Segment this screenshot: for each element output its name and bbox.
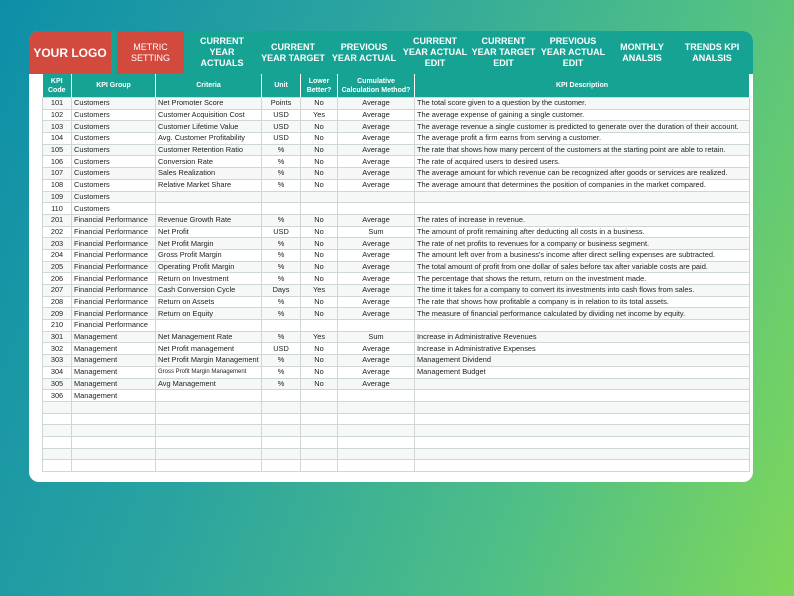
description-cell[interactable] (415, 203, 750, 215)
calc-method-cell[interactable]: Average (338, 98, 415, 110)
kpi-group-cell[interactable]: Customers (72, 156, 156, 168)
description-cell[interactable]: The total score given to a question by the customer. (415, 98, 750, 110)
tab-current-year-target[interactable]: CURRENT YEAR TARGET (261, 41, 325, 63)
empty-cell[interactable] (301, 436, 338, 448)
description-cell[interactable]: The rate of net profits to revenues for a company or business segment. (415, 238, 750, 250)
empty-row[interactable] (43, 448, 750, 460)
empty-cell[interactable] (156, 460, 262, 472)
unit-cell[interactable]: % (262, 249, 301, 261)
empty-cell[interactable] (415, 436, 750, 448)
criteria-cell[interactable]: Avg Management (156, 378, 262, 390)
kpi-group-cell[interactable]: Customers (72, 133, 156, 145)
table-row[interactable] (43, 191, 750, 203)
lower-better-cell[interactable]: Yes (301, 285, 338, 297)
lower-better-cell[interactable]: Yes (301, 109, 338, 121)
col-kpi-description: KPI Description (415, 74, 750, 98)
kpi-table-container (42, 74, 749, 472)
criteria-cell[interactable]: Relative Market Share (156, 179, 262, 191)
table-row[interactable] (43, 144, 750, 156)
empty-cell[interactable] (338, 460, 415, 472)
kpi-code-cell[interactable]: 107 (43, 168, 72, 180)
unit-cell[interactable]: % (262, 366, 301, 378)
empty-cell[interactable] (156, 401, 262, 413)
table-row[interactable] (43, 355, 750, 367)
criteria-cell[interactable]: Conversion Rate (156, 156, 262, 168)
empty-cell[interactable] (43, 425, 72, 437)
unit-cell[interactable]: % (262, 355, 301, 367)
criteria-cell[interactable]: Sales Realization (156, 168, 262, 180)
kpi-code-cell[interactable]: 102 (43, 109, 72, 121)
kpi-code-cell[interactable]: 206 (43, 273, 72, 285)
kpi-code-cell[interactable]: 105 (43, 144, 72, 156)
unit-cell[interactable]: USD (262, 343, 301, 355)
empty-cell[interactable] (43, 448, 72, 460)
lower-better-cell[interactable]: No (301, 366, 338, 378)
calc-method-cell[interactable] (338, 191, 415, 203)
unit-cell[interactable]: % (262, 273, 301, 285)
lower-better-cell[interactable]: No (301, 238, 338, 250)
nav-bar (29, 31, 753, 74)
criteria-cell[interactable]: Customer Acquisition Cost (156, 109, 262, 121)
kpi-code-cell[interactable]: 204 (43, 249, 72, 261)
criteria-cell[interactable]: Net Profit management (156, 343, 262, 355)
main-card (29, 31, 753, 482)
kpi-group-cell[interactable]: Financial Performance (72, 285, 156, 297)
kpi-code-cell[interactable]: 205 (43, 261, 72, 273)
empty-row[interactable] (43, 413, 750, 425)
calc-method-cell[interactable]: Average (338, 308, 415, 320)
table-row[interactable] (43, 98, 750, 110)
lower-better-cell[interactable]: No (301, 179, 338, 191)
kpi-group-cell[interactable]: Customers (72, 121, 156, 133)
table-row[interactable] (43, 273, 750, 285)
kpi-group-cell[interactable]: Management (72, 390, 156, 402)
unit-cell[interactable] (262, 390, 301, 402)
calc-method-cell[interactable]: Average (338, 366, 415, 378)
table-row[interactable] (43, 285, 750, 297)
calc-method-cell[interactable]: Average (338, 156, 415, 168)
table-row[interactable] (43, 203, 750, 215)
empty-cell[interactable] (156, 425, 262, 437)
unit-cell[interactable]: Points (262, 98, 301, 110)
calc-method-cell[interactable]: Average (338, 378, 415, 390)
table-body (43, 98, 750, 472)
kpi-code-cell[interactable]: 208 (43, 296, 72, 308)
empty-cell[interactable] (301, 401, 338, 413)
kpi-code-cell[interactable]: 104 (43, 133, 72, 145)
table-row[interactable] (43, 296, 750, 308)
empty-cell[interactable] (415, 448, 750, 460)
criteria-cell[interactable]: Net Management Rate (156, 331, 262, 343)
kpi-code-cell[interactable]: 209 (43, 308, 72, 320)
empty-cell[interactable] (262, 401, 301, 413)
description-cell[interactable]: The rate of acquired users to desired users. (415, 156, 750, 168)
table-row[interactable] (43, 249, 750, 261)
criteria-cell[interactable] (156, 320, 262, 332)
lower-better-cell[interactable] (301, 390, 338, 402)
lower-better-cell[interactable] (301, 191, 338, 203)
kpi-group-cell[interactable]: Customers (72, 179, 156, 191)
kpi-group-cell[interactable]: Customers (72, 98, 156, 110)
empty-cell[interactable] (43, 460, 72, 472)
kpi-code-cell[interactable]: 302 (43, 343, 72, 355)
empty-cell[interactable] (156, 436, 262, 448)
col-criteria: Criteria (156, 74, 262, 98)
table-row[interactable] (43, 156, 750, 168)
empty-cell[interactable] (301, 460, 338, 472)
unit-cell[interactable]: USD (262, 121, 301, 133)
description-cell[interactable]: The average profit a firm earns from serving a customer. (415, 133, 750, 145)
kpi-group-cell[interactable]: Management (72, 355, 156, 367)
empty-cell[interactable] (72, 460, 156, 472)
empty-cell[interactable] (262, 436, 301, 448)
table-row[interactable] (43, 168, 750, 180)
calc-method-cell[interactable]: Average (338, 109, 415, 121)
lower-better-cell[interactable]: Yes (301, 331, 338, 343)
empty-cell[interactable] (72, 436, 156, 448)
empty-cell[interactable] (262, 460, 301, 472)
tab-previous-year-actual[interactable]: PREVIOUS YEAR ACTUAL (331, 41, 397, 63)
tab-metric-setting[interactable]: METRIC SETTING (117, 31, 184, 74)
description-cell[interactable] (415, 390, 750, 402)
col-kpi-group: KPI Group (72, 74, 156, 98)
table-row[interactable] (43, 226, 750, 238)
criteria-cell[interactable]: Net Profit Margin Management (156, 355, 262, 367)
description-cell[interactable]: Management Dividend (415, 355, 750, 367)
kpi-code-cell[interactable]: 303 (43, 355, 72, 367)
tab-current-year-target-edit[interactable]: CURRENT YEAR TARGET EDIT (471, 36, 536, 68)
tab-monthly-analsis[interactable]: MONTHLY ANALSIS (620, 41, 664, 63)
kpi-code-cell[interactable]: 201 (43, 214, 72, 226)
description-cell[interactable]: The rates of increase in revenue. (415, 214, 750, 226)
empty-cell[interactable] (72, 448, 156, 460)
kpi-group-cell[interactable]: Customers (72, 109, 156, 121)
empty-cell[interactable] (415, 401, 750, 413)
description-cell[interactable]: The amount left over from a business's income after direct selling expenses are subtracted. (415, 249, 750, 261)
tab-trends-kpi-analsis[interactable]: TRENDS KPI ANALSIS (684, 41, 740, 63)
calc-method-cell[interactable]: Average (338, 273, 415, 285)
kpi-code-cell[interactable]: 301 (43, 331, 72, 343)
criteria-cell[interactable]: Return on Assets (156, 296, 262, 308)
kpi-code-cell[interactable]: 110 (43, 203, 72, 215)
kpi-group-cell[interactable]: Financial Performance (72, 238, 156, 250)
kpi-code-cell[interactable]: 103 (43, 121, 72, 133)
calc-method-cell[interactable]: Average (338, 296, 415, 308)
tab-current-year-actual-edit[interactable]: CURRENT YEAR ACTUAL EDIT (402, 36, 468, 68)
table-row[interactable] (43, 308, 750, 320)
kpi-code-cell[interactable]: 108 (43, 179, 72, 191)
description-cell[interactable]: The rate that shows how many percent of the customers at the starting point are able to retain. (415, 144, 750, 156)
empty-cell[interactable] (262, 425, 301, 437)
empty-cell[interactable] (262, 413, 301, 425)
unit-cell[interactable]: % (262, 168, 301, 180)
calc-method-cell[interactable]: Sum (338, 331, 415, 343)
kpi-group-cell[interactable]: Financial Performance (72, 296, 156, 308)
description-cell[interactable]: The average amount for which revenue can be recognized after goods or services are realized. (415, 168, 750, 180)
lower-better-cell[interactable]: No (301, 144, 338, 156)
calc-method-cell[interactable] (338, 390, 415, 402)
empty-cell[interactable] (43, 436, 72, 448)
description-cell[interactable]: The percentage that shows the return, return on the investment made. (415, 273, 750, 285)
unit-cell[interactable]: USD (262, 109, 301, 121)
kpi-group-cell[interactable]: Management (72, 343, 156, 355)
empty-cell[interactable] (338, 413, 415, 425)
kpi-group-cell[interactable]: Customers (72, 203, 156, 215)
empty-cell[interactable] (415, 413, 750, 425)
description-cell[interactable]: The time it takes for a company to convert its investments into cash flows from sales. (415, 285, 750, 297)
empty-row[interactable] (43, 425, 750, 437)
empty-row[interactable] (43, 436, 750, 448)
lower-better-cell[interactable]: No (301, 226, 338, 238)
lower-better-cell[interactable]: No (301, 98, 338, 110)
empty-cell[interactable] (415, 460, 750, 472)
kpi-code-cell[interactable]: 203 (43, 238, 72, 250)
criteria-cell[interactable]: Return on Investment (156, 273, 262, 285)
table-row[interactable] (43, 238, 750, 250)
lower-better-cell[interactable]: No (301, 214, 338, 226)
criteria-cell[interactable] (156, 203, 262, 215)
empty-cell[interactable] (72, 425, 156, 437)
description-cell[interactable]: The rate that shows how profitable a company is in relation to its total assets. (415, 296, 750, 308)
kpi-code-cell[interactable]: 109 (43, 191, 72, 203)
criteria-cell[interactable]: Operating Profit Margin (156, 261, 262, 273)
kpi-code-cell[interactable]: 106 (43, 156, 72, 168)
col-lower-better: Lower Better? (301, 74, 338, 98)
lower-better-cell[interactable]: No (301, 156, 338, 168)
description-cell[interactable] (415, 378, 750, 390)
col-unit: Unit (262, 74, 301, 98)
kpi-code-cell[interactable]: 305 (43, 378, 72, 390)
calc-method-cell[interactable]: Average (338, 238, 415, 250)
criteria-cell[interactable]: Cash Conversion Cycle (156, 285, 262, 297)
kpi-group-cell[interactable]: Financial Performance (72, 249, 156, 261)
criteria-cell[interactable]: Gross Profit Margin Management (156, 366, 262, 378)
lower-better-cell[interactable]: No (301, 296, 338, 308)
empty-cell[interactable] (338, 401, 415, 413)
kpi-group-cell[interactable]: Financial Performance (72, 261, 156, 273)
lower-better-cell[interactable]: No (301, 273, 338, 285)
empty-row[interactable] (43, 401, 750, 413)
tab-current-year-actuals[interactable]: CURRENT YEAR ACTUALS (200, 36, 244, 68)
unit-cell[interactable]: % (262, 331, 301, 343)
unit-cell[interactable] (262, 320, 301, 332)
lower-better-cell[interactable]: No (301, 343, 338, 355)
lower-better-cell[interactable]: No (301, 121, 338, 133)
empty-cell[interactable] (156, 448, 262, 460)
logo: YOUR LOGO (29, 31, 111, 74)
description-cell[interactable]: The total amount of profit from one dollar of sales before tax after variable costs are paid. (415, 261, 750, 273)
calc-method-cell[interactable]: Average (338, 144, 415, 156)
criteria-cell[interactable]: Customer Lifetime Value (156, 121, 262, 133)
col-calculation-method: Cumulative Calculation Method? (338, 74, 415, 98)
kpi-group-cell[interactable]: Management (72, 366, 156, 378)
table-row[interactable] (43, 366, 750, 378)
kpi-group-cell[interactable]: Management (72, 331, 156, 343)
table-row[interactable] (43, 109, 750, 121)
calc-method-cell[interactable]: Average (338, 214, 415, 226)
kpi-code-cell[interactable]: 306 (43, 390, 72, 402)
tab-previous-year-actual-edit[interactable]: PREVIOUS YEAR ACTUAL EDIT (540, 36, 606, 68)
lower-better-cell[interactable]: No (301, 355, 338, 367)
empty-cell[interactable] (262, 448, 301, 460)
kpi-group-cell[interactable]: Customers (72, 144, 156, 156)
description-cell[interactable]: The measure of financial performance calculated by dividing net income by equity. (415, 308, 750, 320)
description-cell[interactable]: The average expense of gaining a single customer. (415, 109, 750, 121)
unit-cell[interactable]: USD (262, 226, 301, 238)
empty-row[interactable] (43, 460, 750, 472)
calc-method-cell[interactable]: Average (338, 285, 415, 297)
criteria-cell[interactable]: Return on Equity (156, 308, 262, 320)
criteria-cell[interactable]: Net Profit (156, 226, 262, 238)
description-cell[interactable]: The amount of profit remaining after deducting all costs in a business. (415, 226, 750, 238)
calc-method-cell[interactable]: Average (338, 249, 415, 261)
unit-cell[interactable]: % (262, 156, 301, 168)
empty-cell[interactable] (338, 425, 415, 437)
kpi-group-cell[interactable]: Customers (72, 168, 156, 180)
unit-cell[interactable] (262, 191, 301, 203)
unit-cell[interactable]: % (262, 144, 301, 156)
criteria-cell[interactable] (156, 390, 262, 402)
table-row[interactable] (43, 390, 750, 402)
unit-cell[interactable]: % (262, 261, 301, 273)
unit-cell[interactable]: % (262, 179, 301, 191)
table-row[interactable] (43, 378, 750, 390)
description-cell[interactable]: The average amount that determines the position of companies in the market compared. (415, 179, 750, 191)
empty-cell[interactable] (338, 436, 415, 448)
kpi-code-cell[interactable]: 202 (43, 226, 72, 238)
calc-method-cell[interactable] (338, 320, 415, 332)
empty-cell[interactable] (301, 448, 338, 460)
table-row[interactable] (43, 121, 750, 133)
kpi-code-cell[interactable]: 304 (43, 366, 72, 378)
unit-cell[interactable]: USD (262, 133, 301, 145)
kpi-group-cell[interactable]: Management (72, 378, 156, 390)
calc-method-cell[interactable]: Average (338, 133, 415, 145)
kpi-group-cell[interactable]: Financial Performance (72, 214, 156, 226)
kpi-table (42, 74, 750, 472)
kpi-group-cell[interactable]: Financial Performance (72, 226, 156, 238)
kpi-group-cell[interactable]: Financial Performance (72, 320, 156, 332)
empty-cell[interactable] (338, 448, 415, 460)
unit-cell[interactable]: % (262, 214, 301, 226)
lower-better-cell[interactable]: No (301, 133, 338, 145)
table-header-row (43, 74, 750, 98)
table-row[interactable] (43, 261, 750, 273)
description-cell[interactable] (415, 191, 750, 203)
calc-method-cell[interactable]: Average (338, 343, 415, 355)
empty-cell[interactable] (72, 401, 156, 413)
kpi-group-cell[interactable]: Financial Performance (72, 308, 156, 320)
criteria-cell[interactable]: Net Promoter Score (156, 98, 262, 110)
calc-method-cell[interactable]: Sum (338, 226, 415, 238)
empty-cell[interactable] (43, 401, 72, 413)
lower-better-cell[interactable]: No (301, 378, 338, 390)
description-cell[interactable]: Management Budget (415, 366, 750, 378)
description-cell[interactable]: Increase in Administrative Expenses (415, 343, 750, 355)
kpi-code-cell[interactable]: 207 (43, 285, 72, 297)
criteria-cell[interactable]: Net Profit Margin (156, 238, 262, 250)
unit-cell[interactable]: % (262, 308, 301, 320)
lower-better-cell[interactable]: No (301, 308, 338, 320)
empty-cell[interactable] (156, 413, 262, 425)
table-row[interactable] (43, 343, 750, 355)
unit-cell[interactable]: % (262, 238, 301, 250)
col-kpi-code: KPI Code (43, 74, 72, 98)
empty-cell[interactable] (72, 413, 156, 425)
calc-method-cell[interactable]: Average (338, 168, 415, 180)
kpi-code-cell[interactable]: 101 (43, 98, 72, 110)
description-cell[interactable] (415, 320, 750, 332)
unit-cell[interactable] (262, 203, 301, 215)
table-row[interactable] (43, 320, 750, 332)
description-cell[interactable]: Increase in Administrative Revenues (415, 331, 750, 343)
calc-method-cell[interactable]: Average (338, 261, 415, 273)
calc-method-cell[interactable]: Average (338, 355, 415, 367)
unit-cell[interactable]: Days (262, 285, 301, 297)
table-row[interactable] (43, 214, 750, 226)
criteria-cell[interactable]: Avg. Customer Profitability (156, 133, 262, 145)
empty-cell[interactable] (415, 425, 750, 437)
kpi-code-cell[interactable]: 210 (43, 320, 72, 332)
table-row[interactable] (43, 133, 750, 145)
description-cell[interactable]: The average revenue a single customer is predicted to generate over the duration of their account. (415, 121, 750, 133)
empty-cell[interactable] (43, 413, 72, 425)
criteria-cell[interactable]: Customer Retention Ratio (156, 144, 262, 156)
kpi-group-cell[interactable]: Customers (72, 191, 156, 203)
criteria-cell[interactable]: Gross Profit Margin (156, 249, 262, 261)
calc-method-cell[interactable]: Average (338, 179, 415, 191)
empty-cell[interactable] (301, 413, 338, 425)
table-row[interactable] (43, 179, 750, 191)
calc-method-cell[interactable] (338, 203, 415, 215)
lower-better-cell[interactable]: No (301, 261, 338, 273)
empty-cell[interactable] (301, 425, 338, 437)
kpi-group-cell[interactable]: Financial Performance (72, 273, 156, 285)
lower-better-cell[interactable]: No (301, 249, 338, 261)
table-row[interactable] (43, 331, 750, 343)
lower-better-cell[interactable] (301, 203, 338, 215)
lower-better-cell[interactable] (301, 320, 338, 332)
unit-cell[interactable]: % (262, 378, 301, 390)
calc-method-cell[interactable]: Average (338, 121, 415, 133)
unit-cell[interactable]: % (262, 296, 301, 308)
lower-better-cell[interactable]: No (301, 168, 338, 180)
criteria-cell[interactable] (156, 191, 262, 203)
criteria-cell[interactable]: Revenue Growth Rate (156, 214, 262, 226)
